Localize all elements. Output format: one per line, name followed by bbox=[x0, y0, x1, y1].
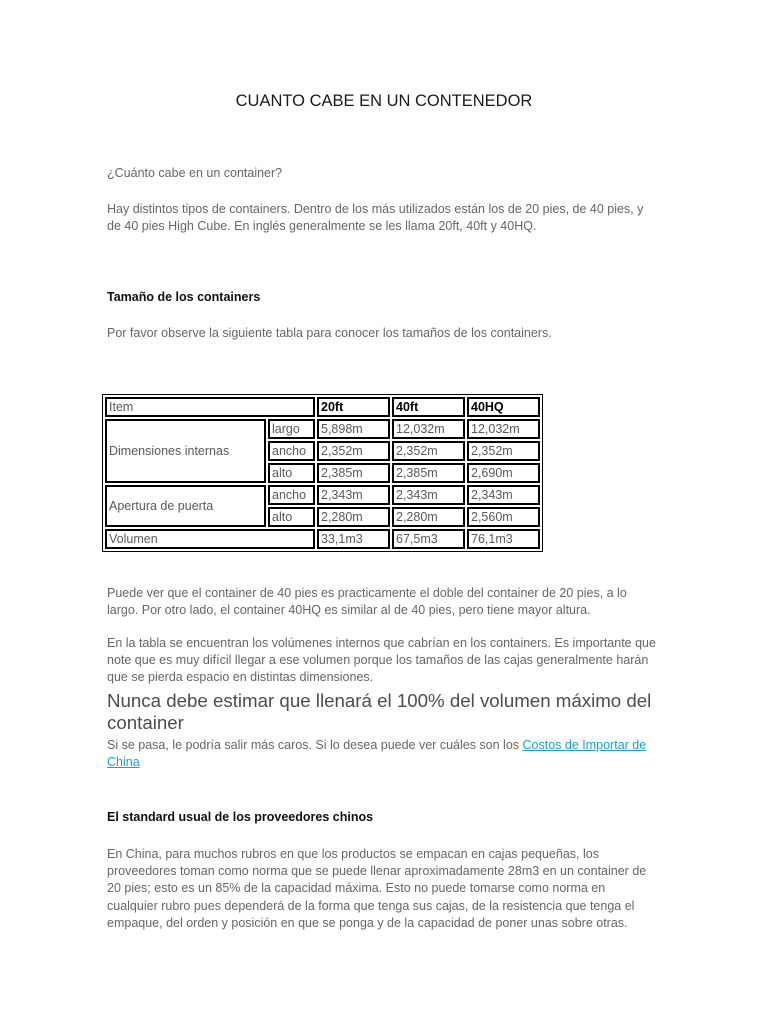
table-row bbox=[105, 485, 540, 505]
table-cell: 33,1m3 bbox=[317, 529, 390, 549]
table-cell: 2,690m bbox=[467, 463, 540, 483]
comparison-paragraph bbox=[107, 585, 627, 620]
import-costs-link[interactable]: Costos de Importar de China bbox=[107, 737, 647, 769]
table-cell: 2,280m bbox=[317, 507, 390, 527]
standard-paragraph bbox=[107, 846, 646, 933]
table-cell: 12,032m bbox=[467, 419, 540, 439]
table-dimension-label: ancho bbox=[268, 485, 315, 505]
table-header-row bbox=[105, 397, 540, 417]
paragraph-line: empaque, del orden y posición en que se ponga y de la capacidad de poner unas sobre otras. bbox=[107, 916, 628, 931]
table-dimension-label: largo bbox=[268, 419, 315, 439]
paragraph-line: cualquier rubro pues dependerá de la forma que tenga sus cajas, de la resistencia que tenga el bbox=[107, 898, 635, 913]
table-cell: 2,343m bbox=[392, 485, 465, 505]
paragraph-line: de 40 pies High Cube. En inglés generalmente se les llama 20ft, 40ft y 40HQ. bbox=[107, 218, 537, 233]
table-header-40hq: 40HQ bbox=[467, 397, 540, 417]
intro-question: ¿Cuánto cabe en un container? bbox=[107, 165, 283, 180]
paragraph-line: Hay distintos tipos de containers. Dentro de los más utilizados están los de 20 pies, de 40 pies, y bbox=[107, 201, 644, 216]
table-row bbox=[105, 419, 540, 439]
table-header-40ft: 40ft bbox=[392, 397, 465, 417]
table-dimension-label: ancho bbox=[268, 441, 315, 461]
paragraph-line: 20 pies; esto es un 85% de la capacidad máxima. Esto no puede tomarse como norma en bbox=[107, 881, 606, 896]
volume-note-paragraph bbox=[107, 635, 656, 687]
table-group-label: Apertura de puerta bbox=[105, 485, 266, 527]
table-row-volume bbox=[105, 529, 540, 549]
table-cell: 76,1m3 bbox=[467, 529, 540, 549]
table-cell: 2,343m bbox=[467, 485, 540, 505]
container-size-table bbox=[102, 394, 543, 552]
paragraph-line: Puede ver que el container de 40 pies es practicamente el doble del container de 20 pies, a lo bbox=[107, 585, 627, 600]
table-volume-label: Volumen bbox=[105, 529, 315, 549]
table-cell: 2,560m bbox=[467, 507, 540, 527]
paragraph-line: que se pierda espacio en distintas dimensiones. bbox=[107, 670, 374, 685]
table-cell: 67,5m3 bbox=[392, 529, 465, 549]
table-cell: 2,343m bbox=[317, 485, 390, 505]
table-cell: 2,352m bbox=[392, 441, 465, 461]
cost-note-text: Si se pasa, le podría salir más caros. Si lo desea puede ver cuáles son los bbox=[107, 737, 520, 752]
intro-paragraph bbox=[107, 201, 643, 236]
table-group-label: Dimensiones internas bbox=[105, 419, 266, 483]
table-dimension-label: alto bbox=[268, 463, 315, 483]
table-cell: 2,280m bbox=[392, 507, 465, 527]
paragraph-line: note que es muy difícil llegar a ese volumen porque los tamaños de las cajas generalmente harán bbox=[107, 652, 649, 667]
table-cell: 2,385m bbox=[392, 463, 465, 483]
section-heading-sizes: Tamaño de los containers bbox=[107, 289, 261, 304]
document-title: CUANTO CABE EN UN CONTENEDOR bbox=[235, 91, 533, 110]
table-cell: 2,385m bbox=[317, 463, 390, 483]
cost-note-paragraph bbox=[107, 737, 663, 772]
table-cell: 2,352m bbox=[467, 441, 540, 461]
table-dimension-label: alto bbox=[268, 507, 315, 527]
table-cell: 12,032m bbox=[392, 419, 465, 439]
table-header-item: Item bbox=[105, 397, 315, 417]
paragraph-line: En China, para muchos rubros en que los productos se empacan en cajas pequeñas, los bbox=[107, 846, 599, 861]
sizes-intro-text: Por favor observe la siguiente tabla para conocer los tamaños de los containers. bbox=[107, 325, 552, 340]
table-cell: 2,352m bbox=[317, 441, 390, 461]
paragraph-line: En la tabla se encuentran los volúmenes internos que cabrían en los containers. Es importante que bbox=[107, 635, 656, 650]
table-header-20ft: 20ft bbox=[317, 397, 390, 417]
paragraph-line: proveedores toman como norma que se puede llenar aproximadamente 28m3 en un container de bbox=[107, 863, 647, 878]
paragraph-line: largo. Por otro lado, el container 40HQ es similar al de 40 pies, pero tiene mayor altura. bbox=[107, 602, 591, 617]
table-cell: 5,898m bbox=[317, 419, 390, 439]
warning-heading: Nunca debe estimar que llenará el 100% del volumen máximo del container bbox=[107, 689, 652, 733]
section-heading-standard: El standard usual de los proveedores chinos bbox=[107, 809, 374, 824]
